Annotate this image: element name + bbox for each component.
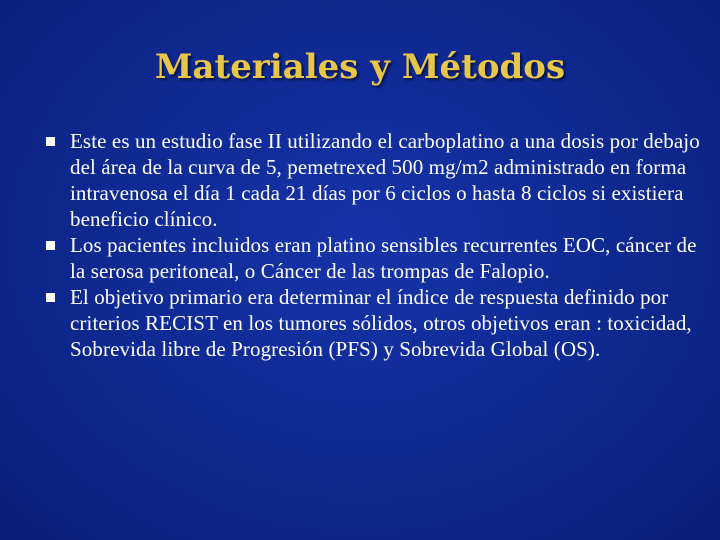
bullet-list — [46, 128, 706, 362]
slide-title: Materiales y Métodos — [154, 47, 566, 87]
bullet-item-objectives — [46, 284, 706, 362]
square-bullet-icon — [46, 137, 55, 146]
square-bullet-icon — [46, 293, 55, 302]
bullet-text: Este es un estudio fase II utilizando el carboplatino a una dosis por debajo del área de la curva de 5, pemetrexed 500 mg/m2 administrado en forma intravenosa el día 1 cada 21 días por 6 ciclos o hasta 8 ciclos si existiera beneficio clínico. — [70, 129, 700, 231]
bullet-item-study-design — [46, 128, 706, 232]
square-bullet-icon — [46, 241, 55, 250]
bullet-item-patients — [46, 232, 706, 284]
bullet-text: El objetivo primario era determinar el índice de respuesta definido por criterios RECIST en los tumores sólidos, otros objetivos eran : toxicidad, Sobrevida libre de Progresión (PFS) y Sobrevida Global (OS). — [70, 285, 692, 361]
bullet-text: Los pacientes incluidos eran platino sensibles recurrentes EOC, cáncer de la serosa peritoneal, o Cáncer de las trompas de Falopio. — [70, 233, 697, 283]
